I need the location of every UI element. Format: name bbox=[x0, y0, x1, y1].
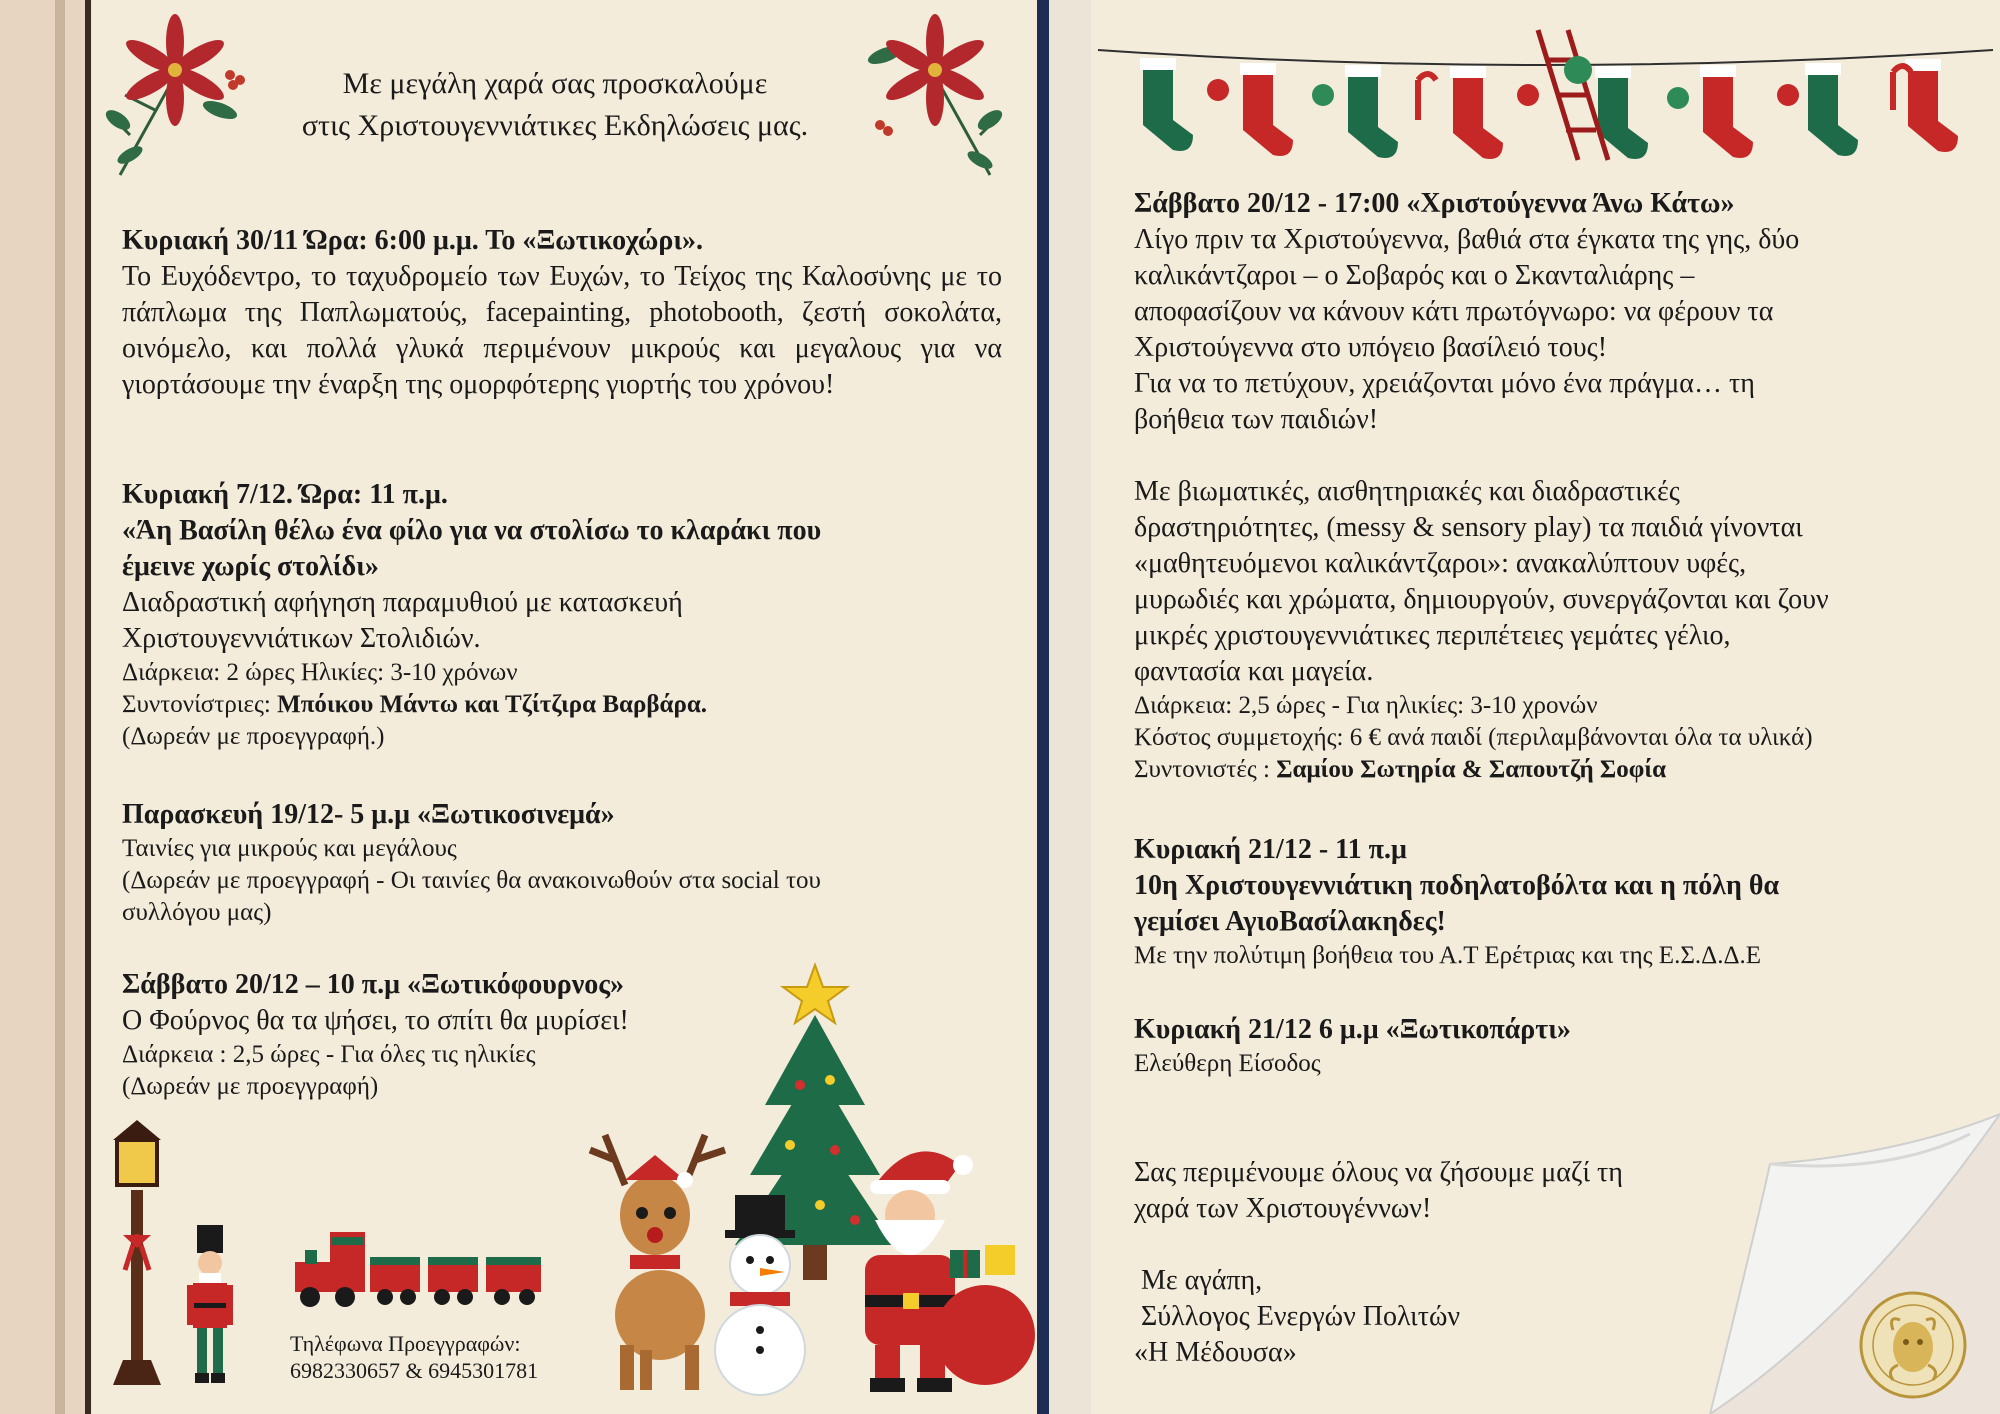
event-title: «Άη Βασίλη θέλω ένα φίλο για να στολίσω το κλαράκι που bbox=[122, 515, 822, 546]
coordinators-names: Μπόικου Μάντω και Τζίτζιρα Βαρβάρα. bbox=[277, 691, 708, 718]
event-text: μικρές χριστουγεννιάτικες περιπέτειες γεμάτες γέλιο, bbox=[1134, 620, 1731, 651]
phones-numbers: 6982330657 & 6945301781 bbox=[290, 1358, 539, 1383]
event-note: (Δωρεάν με προεγγραφή) bbox=[122, 1073, 379, 1100]
event-text: Με βιωματικές, αισθητηριακές και διαδραστικές bbox=[1134, 476, 1680, 507]
page-gap bbox=[1049, 0, 1091, 1414]
border-line bbox=[55, 0, 65, 1414]
event-text: Χριστούγεννα στο υπόγειο βασίλειό τους! bbox=[1134, 332, 1608, 363]
event-title: γεμίσει ΑγιοΒασίλακηδες! bbox=[1134, 906, 1446, 937]
phones-label: Τηλέφωνα Προεγγραφών: bbox=[290, 1331, 521, 1356]
signature-line: «Η Μέδουσα» bbox=[1134, 1337, 1297, 1368]
event-3 bbox=[122, 797, 1022, 929]
event-text: Λίγο πριν τα Χριστούγεννα, βαθιά στα έγκατα της γης, δύο bbox=[1134, 224, 1800, 255]
event-description: Ταινίες για μικρούς και μεγάλους bbox=[122, 835, 457, 862]
snowman-icon bbox=[700, 1190, 820, 1400]
invitation bbox=[215, 63, 895, 147]
event-coordinators bbox=[1134, 754, 1984, 786]
closing bbox=[1134, 1155, 1734, 1371]
closing-line: Σας περιμένουμε όλους να ζήσουμε μαζί τη bbox=[1134, 1157, 1623, 1188]
event-cost: Κόστος συμμετοχής: 6 € ανά παιδί (περιλαμβάνονται όλα τα υλικά) bbox=[1134, 724, 1813, 751]
gift-sack-icon bbox=[930, 1240, 1040, 1390]
event-note: Με την πολύτιμη βοήθεια του Α.Τ Ερέτριας και της Ε.Σ.Δ.Δ.Ε bbox=[1134, 942, 1762, 969]
closing-line: χαρά των Χριστουγέννων! bbox=[1134, 1193, 1432, 1224]
event-heading: Κυριακή 30/11 Ώρα: 6:00 μ.μ. Το «Ξωτικοχώρι». bbox=[122, 225, 704, 256]
event-text: Για να το πετύχουν, χρειάζονται μόνο ένα πράγμα… τη bbox=[1134, 368, 1755, 399]
train-icon bbox=[290, 1232, 555, 1312]
event-note: Ελεύθερη Είσοδος bbox=[1134, 1050, 1321, 1077]
event-heading: Κυριακή 21/12 6 μ.μ «Ξωτικοπάρτι» bbox=[1134, 1014, 1571, 1045]
event-7 bbox=[1134, 1012, 1984, 1080]
event-description: Ο Φούρνος θα τα ψήσει, το σπίτι θα μυρίσει! bbox=[122, 1005, 629, 1036]
event-description: Το Ευχόδεντρο, το ταχυδρομείο των Ευχών, το Τείχος της Καλοσύνης με το πάπλωμα της Παπλωματούς, facepainting, photobooth, ζεστή σοκολάτα, οινόμελο, και πολλά γλυκά περιμένουν μικρούς και μεγαλους για να γιορτάσουμε την έναρξη της ομορφότερης γιορτής του χρόνου! bbox=[122, 261, 1002, 400]
stocking-garland-icon bbox=[1098, 10, 1993, 180]
spacer bbox=[1134, 1227, 1734, 1263]
coordinators-names: Σαμίου Σωτηρία & Σαπουτζή Σοφία bbox=[1276, 756, 1667, 783]
spacer bbox=[1134, 438, 1984, 474]
invitation-line: Με μεγάλη χαρά σας προσκαλούμε bbox=[342, 67, 768, 100]
event-heading: Σάββατο 20/12 – 10 π.μ «Ξωτικόφουρνος» bbox=[122, 969, 625, 1000]
event-1 bbox=[122, 223, 1002, 403]
event-note: (Δωρεάν με προεγγραφή - Οι ταινίες θα ανακοινωθούν στα social του bbox=[122, 867, 821, 894]
event-note: συλλόγου μας) bbox=[122, 899, 272, 926]
event-2 bbox=[122, 477, 1022, 753]
event-title: έμεινε χωρίς στολίδι» bbox=[122, 551, 379, 582]
event-text: φαντασία και μαγεία. bbox=[1134, 656, 1374, 687]
event-text: βοήθεια των παιδιών! bbox=[1134, 404, 1379, 435]
event-duration: Διάρκεια: 2,5 ώρες - Για ηλικίες: 3-10 χρονών bbox=[1134, 692, 1598, 719]
border-line bbox=[85, 0, 91, 1414]
signature-line: Με αγάπη, bbox=[1134, 1265, 1263, 1296]
event-duration: Διάρκεια: 2 ώρες Ηλικίες: 3-10 χρόνων bbox=[122, 659, 518, 686]
event-description: Διαδραστική αφήγηση παραμυθιού με κατασκευή bbox=[122, 587, 683, 618]
medusa-logo-icon bbox=[1858, 1290, 1968, 1400]
event-heading: Σάββατο 20/12 - 17:00 «Χριστούγεννα Άνω Κάτω» bbox=[1134, 188, 1735, 219]
coordinators-label: Συντονίστριες: bbox=[122, 691, 278, 718]
coordinators-label: Συντονιστές : bbox=[1134, 756, 1277, 783]
event-heading: Παρασκευή 19/12- 5 μ.μ «Ξωτικοσινεμά» bbox=[122, 799, 615, 830]
event-heading: Κυριακή 21/12 - 11 π.μ bbox=[1134, 834, 1407, 865]
event-coordinators bbox=[122, 689, 1022, 721]
invitation-line: στις Χριστουγεννιάτικες Εκδηλώσεις μας. bbox=[301, 109, 809, 142]
event-text: καλικάντζαροι – ο Σοβαρός και ο Σκανταλιάρης – bbox=[1134, 260, 1695, 291]
event-heading: Κυριακή 7/12. Ώρα: 11 π.μ. bbox=[122, 479, 448, 510]
event-4 bbox=[122, 967, 822, 1103]
event-text: αποφασίζουν να κάνουν κάτι πρωτόγνωρο: να φέρουν τα bbox=[1134, 296, 1774, 327]
lamppost-icon bbox=[103, 1120, 173, 1390]
event-description: Χριστουγεννιάτικων Στολιδιών. bbox=[122, 623, 481, 654]
event-text: «μαθητευόμενοι καλικάντζαροι»: ανακαλύπτουν υφές, bbox=[1134, 548, 1747, 579]
phones bbox=[290, 1330, 620, 1384]
event-note: (Δωρεάν με προεγγραφή.) bbox=[122, 723, 385, 750]
event-6 bbox=[1134, 832, 1984, 972]
event-text: δραστηριότητες, (messy & sensory play) τα παιδιά γίνονται bbox=[1134, 512, 1803, 543]
event-duration: Διάρκεια : 2,5 ώρες - Για όλες τις ηλικίες bbox=[122, 1041, 536, 1068]
event-title: 10η Χριστουγεννιάτικη ποδηλατοβόλτα και η πόλη θα bbox=[1134, 870, 1780, 901]
nutcracker-icon bbox=[185, 1225, 235, 1385]
left-border-strip bbox=[0, 0, 85, 1414]
event-text: μυρωδιές και χρώματα, δημιουργούν, συνεργάζονται και ζουν bbox=[1134, 584, 1829, 615]
page-divider bbox=[1037, 0, 1049, 1414]
event-5 bbox=[1134, 186, 1984, 786]
signature-line: Σύλλογος Ενεργών Πολιτών bbox=[1134, 1301, 1461, 1332]
